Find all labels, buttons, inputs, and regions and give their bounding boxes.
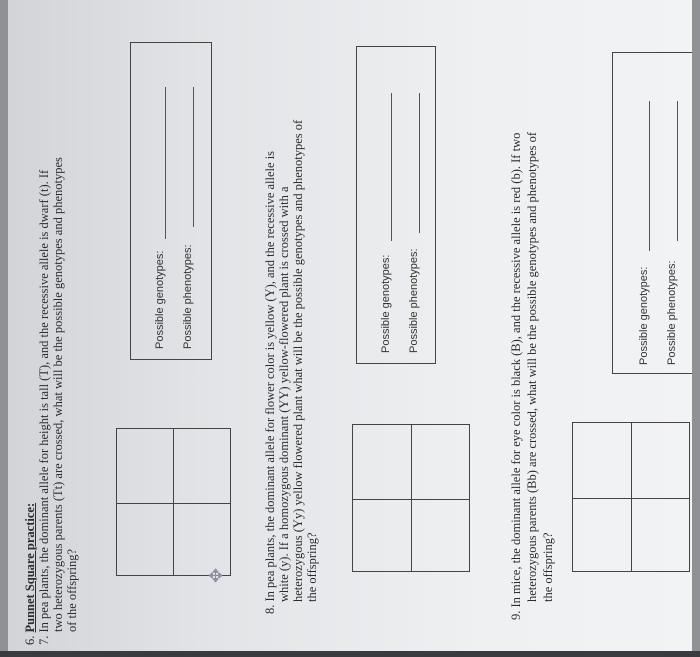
q8-phenotypes-line[interactable] [419,93,420,233]
q7-line-3: of the offspring? [65,548,79,632]
q8-text-1: In pea plants, the dominant allele for flower color is yellow (Y), and the recessive allele is [263,150,277,602]
q7-genotypes-label: Possible genotypes: [154,250,166,349]
answer-box-q8 [356,46,436,364]
q7-text-1: In pea plants, the dominant allele for height is tall (T), and the recessive allele is dwarf (t). If [37,169,51,633]
q7-line-2: two heterozygous parents (Tt) are crossed, what will be the possible genotypes and phenotypes [51,157,65,632]
worksheet-page [8,0,692,651]
q8-line-1 [264,151,277,614]
q8-number: 8. [263,604,277,614]
q8-phenotypes-label: Possible phenotypes: [408,248,420,353]
q7-phenotypes-line[interactable] [193,87,194,227]
q6-line [24,503,37,645]
q9-line-1 [510,133,523,620]
q8-genotypes-line[interactable] [391,93,392,241]
q9-text-1: In mice, the dominant allele for eye color is black (B), and the recessive allele is red (b). If two [509,132,523,608]
answer-box-q7 [130,42,212,360]
q7-phenotypes-label: Possible phenotypes: [182,244,194,349]
q7-line-1 [38,170,51,645]
q8-line-2: white (y). If a homozygous dominant (YY) yellow-flowered plant is crossed with a [277,186,291,602]
q6-number: 6. [23,635,37,645]
q8-line-3: heterozygous (Yy) yellow flowered plant what will be the possible genotypes and phenotypes of [291,119,305,602]
desk-edge [0,651,700,657]
q8-line-4: the offspring? [305,532,319,602]
punnett-square-q9[interactable] [572,422,690,572]
punnett-square-q8[interactable] [352,424,470,572]
q8-genotypes-label: Possible genotypes: [380,254,392,353]
q9-number: 9. [509,610,523,620]
q9-phenotypes-label: Possible phenotypes: [666,260,678,365]
q7-number: 7. [37,635,51,645]
answer-box-q9 [612,52,692,374]
q6-heading: Punnet Square practice: [23,502,37,633]
move-cursor-icon: ✥ [208,566,224,587]
q9-genotypes-label: Possible genotypes: [638,266,650,365]
q7-genotypes-line[interactable] [165,87,166,239]
q9-line-2: heterozygous parents (Bb) are crossed, what will be the possible genotypes and phenotypes of [525,131,539,602]
q9-line-3: the offspring? [541,532,555,602]
punnett-square-q7[interactable] [116,428,231,576]
q9-genotypes-line[interactable] [649,101,650,251]
q9-phenotypes-line[interactable] [677,101,678,241]
